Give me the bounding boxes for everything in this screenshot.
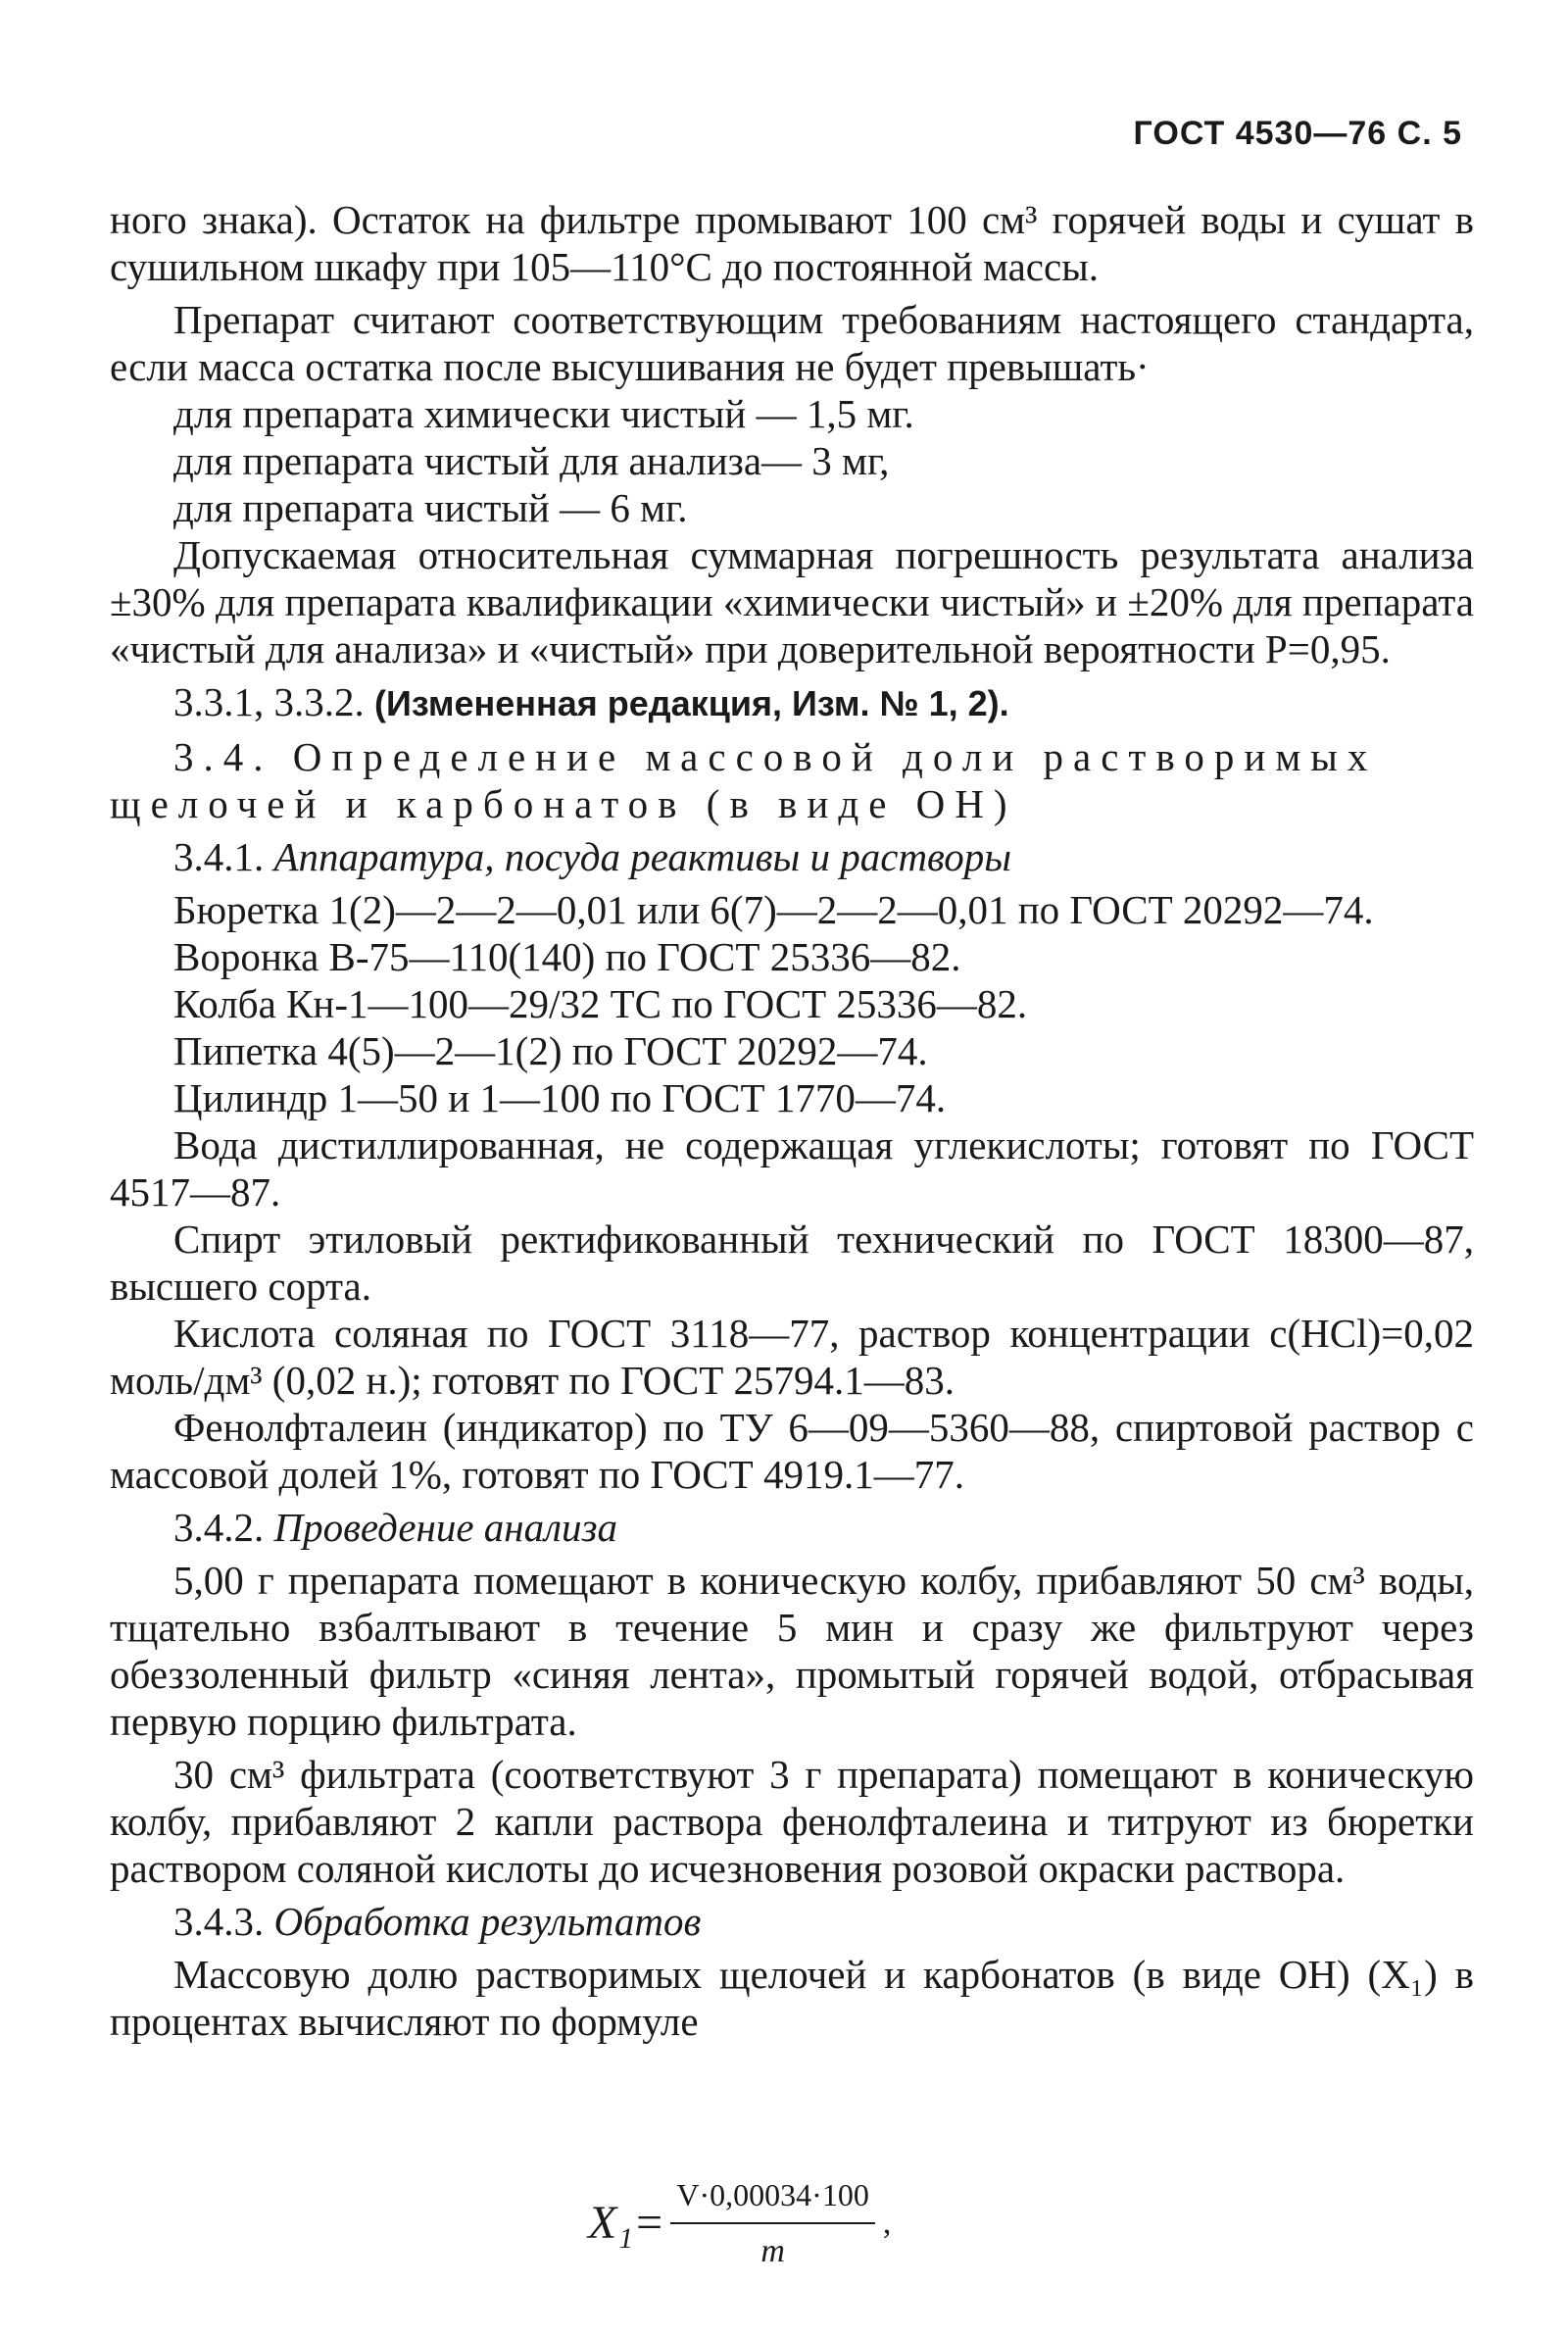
limit-pure: для препарата чистый — 6 мг. [173, 485, 688, 530]
subsection-title: Проведение анализа [273, 1505, 618, 1550]
subsection-heading-3-4-1 [110, 833, 1474, 880]
equipment-pipette: Пипетка 4(5)—2—1(2) по ГОСТ 20292—74. [173, 1028, 928, 1073]
reagent-water: Вода дистиллированная, не содержащая углекислоты; готовят по ГОСТ 4517—87. [110, 1122, 1474, 1215]
amendment-label: (Измененная редакция, Изм. № 1, 2). [374, 683, 1009, 723]
section-heading-3-4: 3.4. Определение массовой доли растворимых щелочей и карбонатов (в виде ОН) [110, 734, 1378, 826]
reagent-hydrochloric-acid: Кислота соляная по ГОСТ 3118—77, раствор концентрации c(HCl)=0,02 моль/дм³ (0,02 н.); готовят по ГОСТ 25794.1—83. [110, 1311, 1474, 1403]
equipment-flask: Колба Кн-1—100—29/32 ТС по ГОСТ 25336—82. [173, 981, 1028, 1026]
equipment-cylinder: Цилиндр 1—50 и 1—100 по ГОСТ 1770—74. [173, 1075, 947, 1120]
reagent-phenolphthalein: Фенолфталеин (индикатор) по ТУ 6—09—5360—88, спиртовой раствор с массовой долей 1%, готовят по ГОСТ 4919.1—77. [110, 1405, 1474, 1497]
subsection-number: 3.4.1. [173, 834, 274, 879]
subsection-number: 3.4.3. [173, 1899, 274, 1944]
paragraph-requirement-criteria: Препарат считают соответствующим требованиям настоящего стандарта, если масса остатка после высушивания не будет превышать· [110, 297, 1474, 389]
paragraph-calculation-intro: Массовую долю растворимых щелочей и карбонатов (в виде ОН) (X₁) в процентах вычисляют по формуле [110, 1952, 1474, 2044]
subsection-heading-3-4-3 [110, 1898, 1474, 1945]
limit-chemically-pure: для препарата химически чистый — 1,5 мг. [173, 391, 914, 436]
subsection-number: 3.4.2. [173, 1505, 274, 1550]
equipment-funnel: Воронка В-75—110(140) по ГОСТ 25336—82. [173, 934, 961, 979]
limit-analytical-grade: для препарата чистый для анализа— 3 мг, [173, 438, 890, 483]
page-header: ГОСТ 4530—76 С. 5 [1133, 115, 1462, 152]
paragraph-sample-preparation: 5,00 г препарата помещают в коническую колбу, прибавляют 50 см³ воды, тщательно взбалтывают в течение 5 мин и сразу же фильтруют через обеззоленный фильтр «синяя лента», промытый горячей водой, отбрасывая первую порцию фильтрата. [110, 1558, 1474, 1744]
subsection-title: Обработка результатов [273, 1899, 702, 1944]
subsection-title: Аппаратура, посуда реактивы и растворы [273, 834, 1012, 879]
paragraph-residue-washing: ного знака). Остаток на фильтре промывают 100 см³ горячей воды и сушат в сушильном шкафу при 105—110°С до постоянной массы. [110, 197, 1474, 289]
formula-denominator: m [760, 2233, 785, 2269]
amendment-clause-numbers: 3.3.1, 3.3.2. [173, 679, 374, 724]
paragraph-titration: 30 см³ фильтрата (соответствуют 3 г препарата) помещают в коническую колбу, прибавляют 2 капли раствора фенолфталеина и титруют из бюретки раствором соляной кислоты до исчезновения розовой окраски раствора. [110, 1752, 1474, 1891]
subsection-heading-3-4-2 [110, 1504, 1474, 1551]
amendment-note [110, 678, 1474, 727]
reagent-ethanol: Спирт этиловый ректификованный технический по ГОСТ 18300—87, высшего сорта. [110, 1217, 1474, 1309]
formula-trailing-comma: , [882, 2205, 892, 2241]
document-body [110, 196, 1474, 2045]
mass-fraction-formula [588, 2171, 891, 2275]
equipment-burette: Бюретка 1(2)—2—2—0,01 или 6(7)—2—2—0,01 по ГОСТ 20292—74. [173, 887, 1374, 932]
formula-numerator: V·0,00034·100 [670, 2171, 874, 2224]
formula-fraction [670, 2171, 874, 2275]
paragraph-error-tolerance: Допускаемая относительная суммарная погрешность результата анализа ±30% для препарата квалификации «химически чистый» и ±20% для препарата «чистый для анализа» и «чистый» при доверительной вероятности P=0,95. [110, 532, 1474, 671]
formula-lhs: X₁= [588, 2197, 665, 2249]
